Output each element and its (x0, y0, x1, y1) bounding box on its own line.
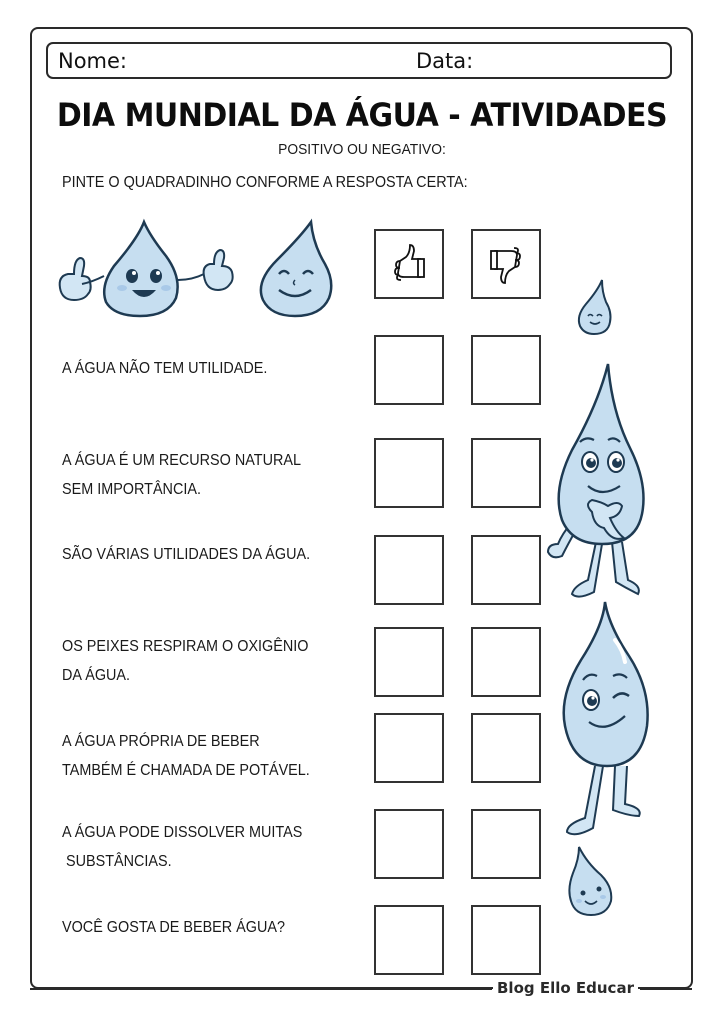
smiling-drop-mascot-icon (253, 218, 338, 318)
thinking-drop-mascot-icon (546, 362, 656, 602)
thumbs-down-header (471, 229, 541, 299)
answer-2-negative-box[interactable] (471, 438, 541, 508)
answer-3-positive-box[interactable] (374, 535, 444, 605)
answer-6-negative-box[interactable] (471, 809, 541, 879)
instruction-text: PINTE O QUADRADINHO CONFORME A RESPOSTA CERTA: (62, 174, 468, 191)
thumbs-up-icon (386, 241, 432, 287)
question-3: SÃO VÁRIAS UTILIDADES DA ÁGUA. (62, 546, 311, 563)
question-1: A ÁGUA NÃO TEM UTILIDADE. (62, 360, 268, 377)
small-drop-mascot-icon (574, 278, 614, 336)
thumbs-up-header (374, 229, 444, 299)
answer-5-negative-box[interactable] (471, 713, 541, 783)
thumbs-up-drop-mascot-icon (52, 218, 237, 318)
answer-4-negative-box[interactable] (471, 627, 541, 697)
answer-7-positive-box[interactable] (374, 905, 444, 975)
footer-divider-right (640, 988, 692, 990)
date-label: Data: (416, 49, 474, 73)
answer-2-positive-box[interactable] (374, 438, 444, 508)
name-date-field[interactable] (46, 42, 672, 79)
page-title: DIA MUNDIAL DA ÁGUA - ATIVIDADES (56, 96, 668, 135)
page-subtitle: POSITIVO OU NEGATIVO: (278, 141, 446, 158)
question-6: A ÁGUA PODE DISSOLVER MUITAS SUBSTÂNCIAS. (62, 824, 303, 870)
answer-4-positive-box[interactable] (374, 627, 444, 697)
tiny-drop-mascot-icon (567, 845, 617, 920)
answer-3-negative-box[interactable] (471, 535, 541, 605)
footer-divider-left (30, 988, 492, 990)
question-7: VOCÊ GOSTA DE BEBER ÁGUA? (62, 919, 286, 936)
answer-1-positive-box[interactable] (374, 335, 444, 405)
footer-brand: Blog Ello Educar (493, 979, 638, 997)
thumbs-down-icon (483, 241, 529, 287)
question-4: OS PEIXES RESPIRAM O OXIGÊNIO DA ÁGUA. (62, 638, 309, 684)
question-2: A ÁGUA É UM RECURSO NATURAL SEM IMPORTÂNCIA. (62, 452, 301, 498)
name-label: Nome: (58, 49, 128, 73)
answer-1-negative-box[interactable] (471, 335, 541, 405)
question-5: A ÁGUA PRÓPRIA DE BEBER TAMBÉM É CHAMADA DE POTÁVEL. (62, 733, 310, 779)
answer-6-positive-box[interactable] (374, 809, 444, 879)
answer-7-negative-box[interactable] (471, 905, 541, 975)
answer-5-positive-box[interactable] (374, 713, 444, 783)
winking-drop-mascot-icon (553, 600, 663, 840)
